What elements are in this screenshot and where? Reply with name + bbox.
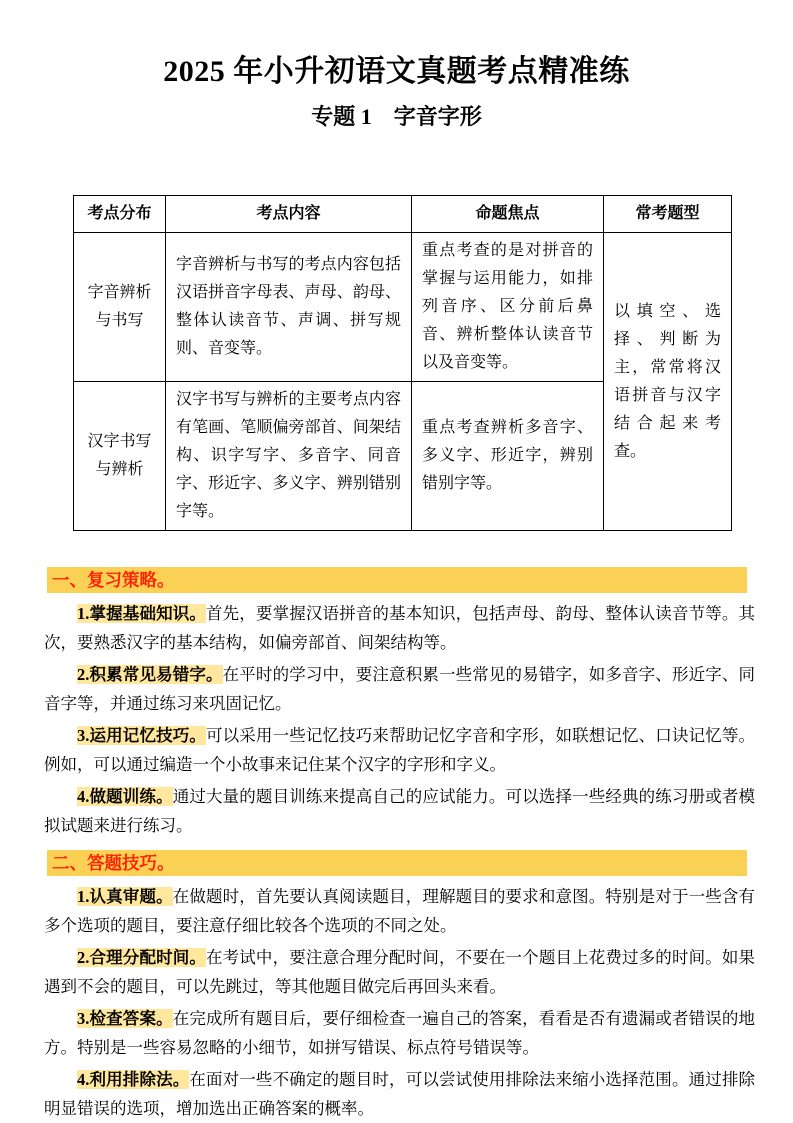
- skill-item-label: 1.认真审题。: [77, 887, 173, 906]
- page-title: 2025 年小升初语文真题考点精准练: [163, 55, 630, 88]
- strategy-item-text: 在平时的学习中，要注意积累一些常见的易错字，如多音字、形近字、同音字等，并通过练习来巩固记忆。: [44, 665, 755, 713]
- skill-item-label: 3.检查答案。: [77, 1009, 173, 1028]
- strategy-item: [44, 660, 755, 718]
- cell-focus: 重点考查辨析多音字、多义字、形近字，辨别错别字等。: [412, 382, 604, 531]
- strategy-item-text: 可以采用一些记忆技巧来帮助记忆字音和字形，如联想记忆、口诀记忆等。例如，可以通过编造一个小故事来记住某个汉字的字形和字义。: [44, 726, 755, 774]
- skill-item-label: 2.合理分配时间。: [77, 948, 206, 967]
- skill-item: [44, 943, 755, 1001]
- cell-distribution: 字音辨析与书写: [74, 233, 166, 382]
- table-header-row: [74, 196, 732, 233]
- cell-distribution: 汉字书写与辨析: [74, 382, 166, 531]
- skill-item-text: 在完成所有题目后，要仔细检查一遍自己的答案，看看是否有遗漏或者错误的地方。特别是一些容易忽略的小细节，如拼写错误、标点符号错误等。: [44, 1009, 755, 1057]
- strategy-item-text: 通过大量的题目训练来提高自己的应试能力。可以选择一些经典的练习册或者模拟试题来进行练习。: [44, 787, 755, 835]
- skill-item-label: 4.利用排除法。: [77, 1070, 190, 1089]
- header-content: 考点内容: [166, 196, 412, 233]
- table-row: [74, 233, 732, 382]
- header-focus: 命题焦点: [412, 196, 604, 233]
- strategy-item-label: 1.掌握基础知识。: [77, 604, 206, 623]
- strategy-item-label: 3.运用记忆技巧。: [77, 726, 206, 745]
- cell-question-types: 以填空、选择、判断为主，常常将汉语拼音与汉字结合起来考查。: [604, 233, 732, 531]
- skill-item-text: 在做题时，首先要认真阅读题目，理解题目的要求和意图。特别是对于一些含有多个选项的题目，要注意仔细比较各个选项的不同之处。: [44, 887, 755, 935]
- strategy-item: [44, 599, 755, 657]
- header-distribution: 考点分布: [74, 196, 166, 233]
- skill-item-text: 在考试中，要注意合理分配时间，不要在一个题目上花费过多的时间。如果遇到不会的题目，可以先跳过，等其他题目做完后再回头来看。: [44, 948, 755, 996]
- cell-content: 汉字书写与辨析的主要考点内容有笔画、笔顺偏旁部首、间架结构、识字写字、多音字、同音字、形近字、多义字、辨别错别字等。: [166, 382, 412, 531]
- exam-points-table: [73, 195, 732, 531]
- strategy-item: [44, 782, 755, 840]
- skill-item: [44, 1004, 755, 1062]
- strategy-item-label: 4.做题训练。: [77, 787, 173, 806]
- section-heading-answer-skills: 二、答题技巧。: [47, 850, 747, 876]
- cell-focus: 重点考查的是对拼音的掌握与运用能力，如排列音序、区分前后鼻音、辨析整体认读音节以及音变等。: [412, 233, 604, 382]
- skill-item: [44, 1065, 755, 1123]
- cell-content: 字音辨析与书写的考点内容包括汉语拼音字母表、声母、韵母、整体认读音节、声调、拼写规则、音变等。: [166, 233, 412, 382]
- section-heading-review-strategy: 一、复习策略。: [47, 567, 747, 593]
- strategy-item-text: 首先，要掌握汉语拼音的基本知识，包括声母、韵母、整体认读音节等。其次，要熟悉汉字的基本结构，如偏旁部首、间架结构等。: [44, 604, 755, 652]
- skill-item: [44, 882, 755, 940]
- strategy-item-label: 2.积累常见易错字。: [77, 665, 223, 684]
- header-question-types: 常考题型: [604, 196, 732, 233]
- skill-item-text: 在面对一些不确定的题目时，可以尝试使用排除法来缩小选择范围。通过排除明显错误的选项，增加选出正确答案的概率。: [44, 1070, 755, 1118]
- page-subtitle: 专题 1 字音字形: [311, 104, 482, 129]
- strategy-item: [44, 721, 755, 779]
